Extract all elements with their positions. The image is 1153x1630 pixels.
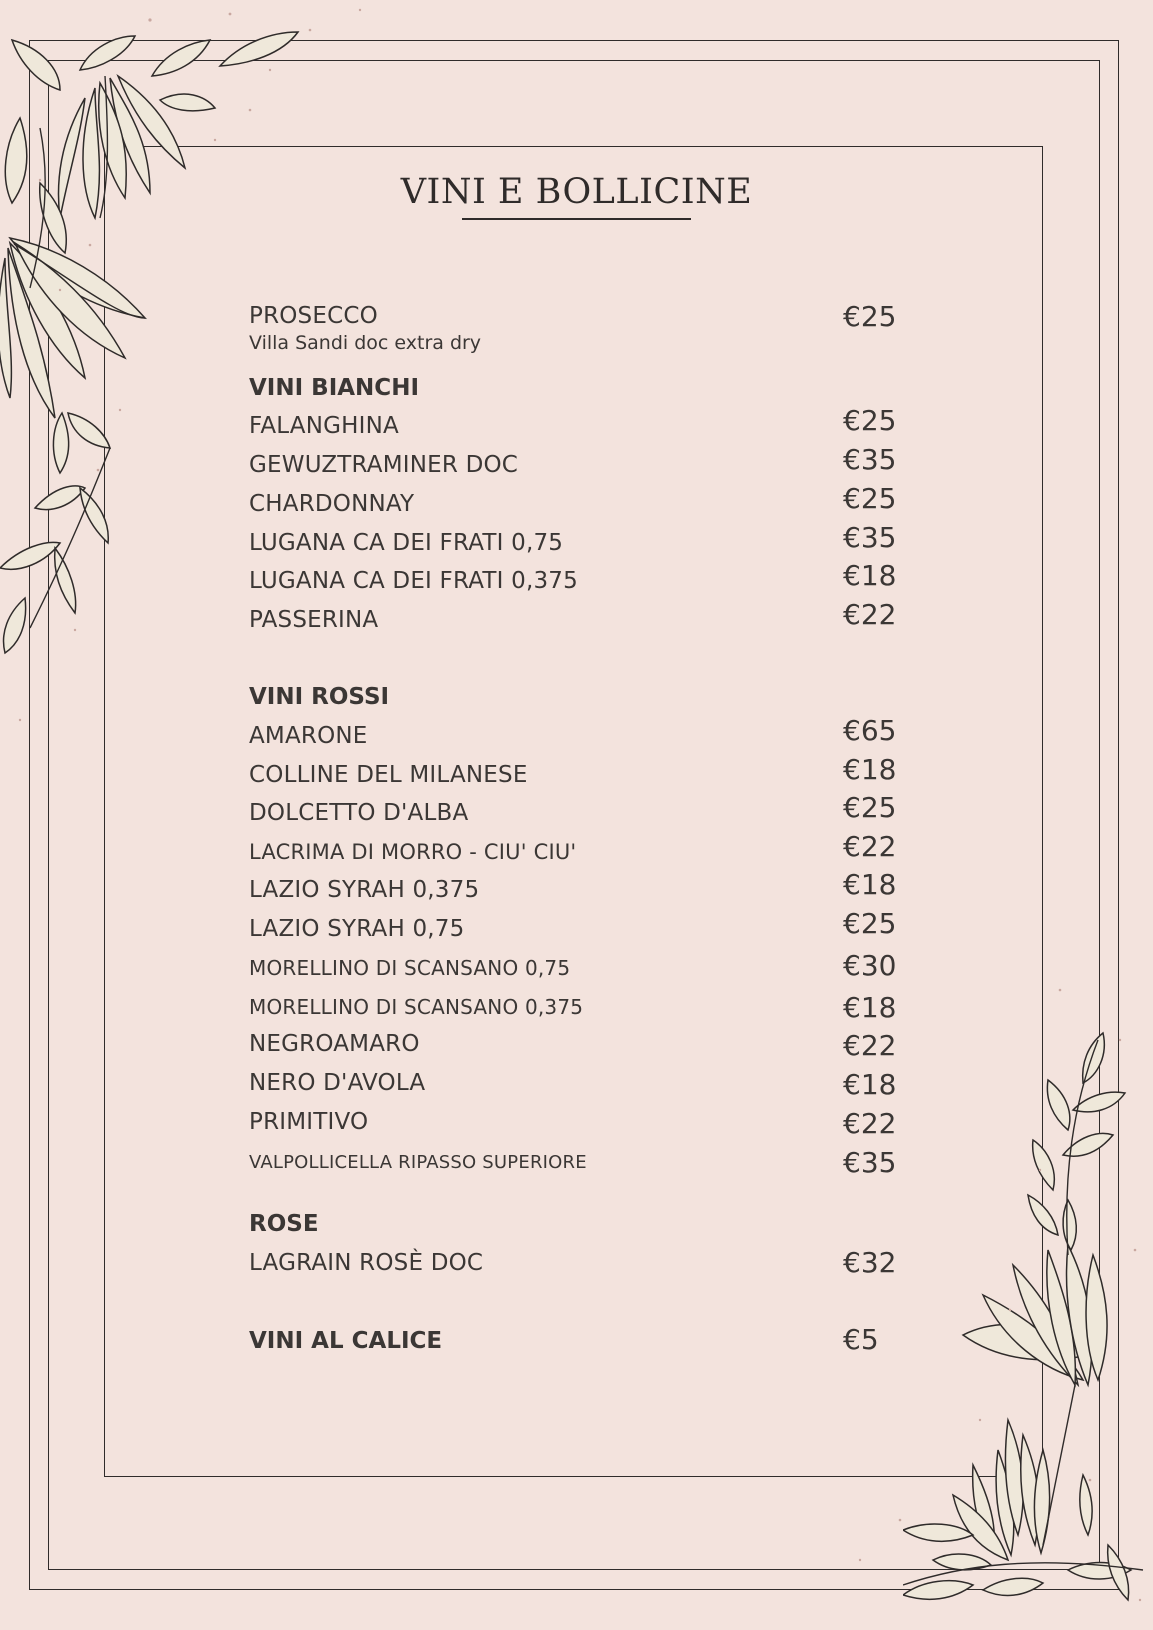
wine-item-price: €25 (843, 791, 897, 824)
wine-item-name: COLLINE DEL MILANESE (249, 762, 528, 788)
section-heading-bianchi: VINI BIANCHI (249, 375, 419, 401)
wine-item-price: €18 (843, 753, 897, 786)
wine-item-name: CHARDONNAY (249, 491, 415, 517)
wine-item-price: €35 (843, 521, 897, 554)
wine-item-name: DOLCETTO D'ALBA (249, 800, 469, 826)
wine-item-price: €22 (843, 1107, 897, 1140)
wine-item-price: €22 (843, 830, 897, 863)
wine-item-price: €32 (843, 1246, 897, 1279)
section-heading-rose: ROSE (249, 1211, 319, 1237)
wine-item-name: LAZIO SYRAH 0,375 (249, 877, 480, 903)
wine-item-price: €18 (843, 991, 897, 1024)
wine-item-price: €35 (843, 443, 897, 476)
title-underline (462, 218, 691, 220)
wine-item-price: €25 (843, 907, 897, 940)
wine-item-name: LUGANA CA DEI FRATI 0,75 (249, 530, 564, 556)
wine-item-price: €18 (843, 1068, 897, 1101)
section-heading-calice: VINI AL CALICE (249, 1328, 443, 1354)
wine-item-name: VALPOLLICELLA RIPASSO SUPERIORE (249, 1152, 587, 1173)
wine-item-name: LACRIMA DI MORRO - CIU' CIU' (249, 840, 577, 864)
wine-item-name: PASSERINA (249, 607, 379, 633)
prosecco-price: €25 (843, 300, 897, 333)
wine-item-name: NEGROAMARO (249, 1031, 420, 1057)
prosecco-name: PROSECCO (249, 303, 378, 329)
wine-item-price: €25 (843, 404, 897, 437)
wine-item-name: AMARONE (249, 723, 368, 749)
prosecco-description: Villa Sandi doc extra dry (249, 332, 482, 354)
section-heading-rossi: VINI ROSSI (249, 684, 390, 710)
wine-item-name: MORELLINO DI SCANSANO 0,75 (249, 956, 571, 980)
wine-item-name: FALANGHINA (249, 413, 399, 439)
wine-item-price: €22 (843, 598, 897, 631)
wine-item-name: LUGANA CA DEI FRATI 0,375 (249, 568, 578, 594)
wine-item-name: LAZIO SYRAH 0,75 (249, 916, 465, 942)
menu-title: VINI E BOLLICINE (400, 172, 753, 212)
wine-item-price: €18 (843, 868, 897, 901)
wine-item-price: €25 (843, 482, 897, 515)
wine-item-price: €30 (843, 949, 897, 982)
wine-item-name: GEWUZTRAMINER DOC (249, 452, 519, 478)
wine-item-name: NERO D'AVOLA (249, 1070, 426, 1096)
wine-item-name: LAGRAIN ROSÈ DOC (249, 1250, 484, 1276)
wine-item-price: €35 (843, 1146, 897, 1179)
wine-item-price: €65 (843, 714, 897, 747)
wine-item-price: €18 (843, 559, 897, 592)
wine-item-price: €22 (843, 1029, 897, 1062)
wine-item-name: MORELLINO DI SCANSANO 0,375 (249, 995, 584, 1019)
calice-price: €5 (843, 1323, 879, 1356)
wine-item-name: PRIMITIVO (249, 1109, 369, 1135)
